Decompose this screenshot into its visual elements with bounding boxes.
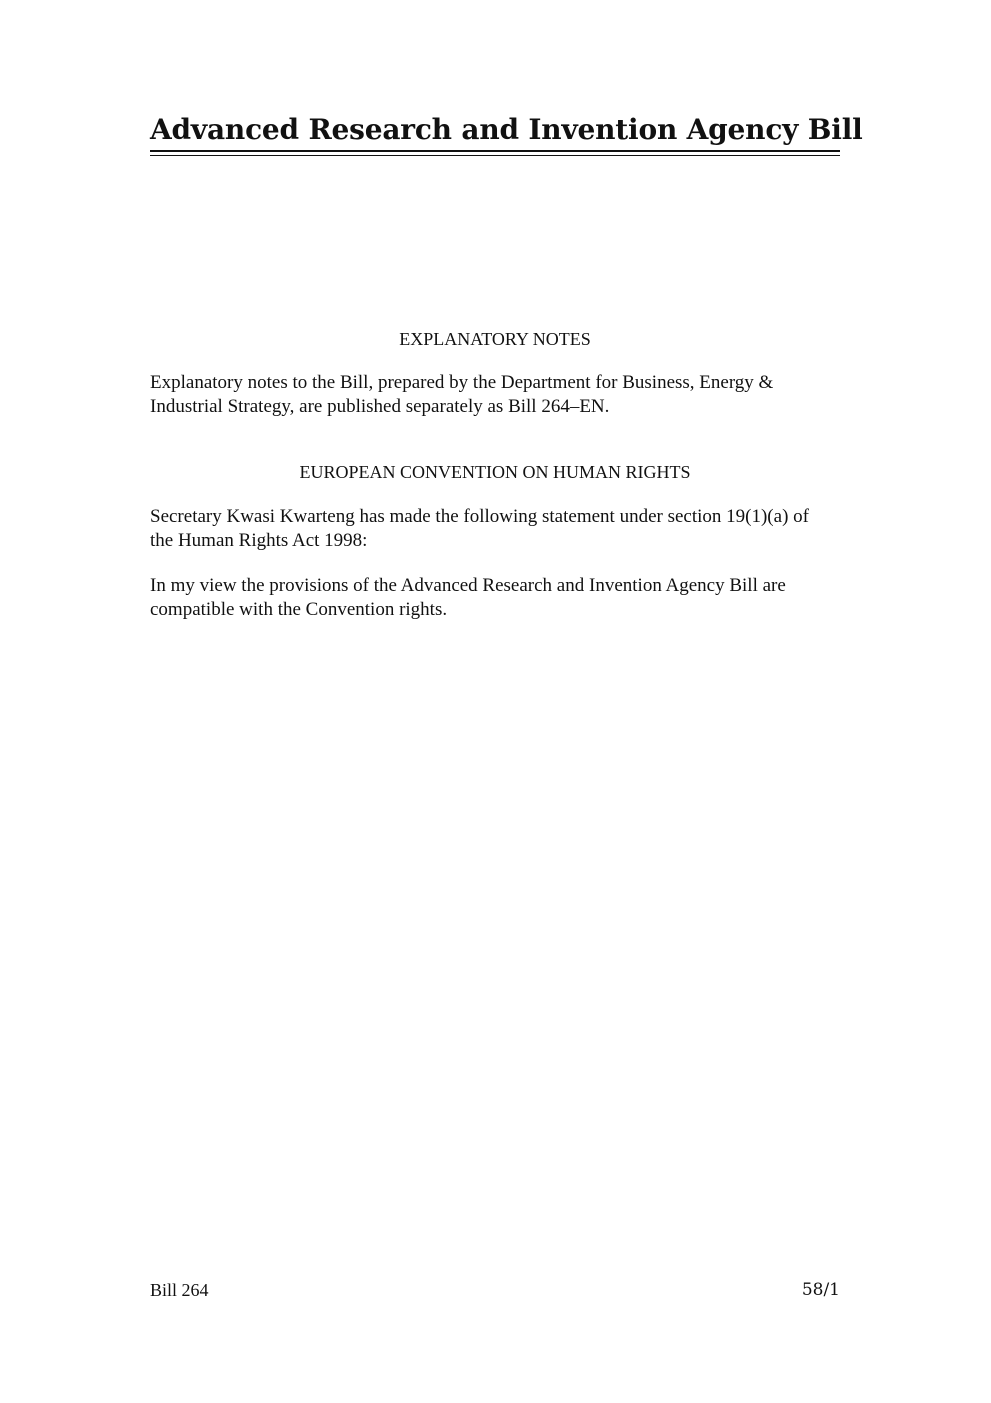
explanatory-notes-line-1: Explanatory notes to the Bill, prepared by the Department for Business, Energy & [150,372,774,393]
echr-view-line-1: In my view the provisions of the Advanced Research and Invention Agency Bill are [150,575,786,596]
explanatory-notes-line-2: Industrial Strategy, are published separately as Bill 264–EN. [150,396,610,417]
echr-view-line-2: compatible with the Convention rights. [150,599,448,620]
echr-statement-line-2: the Human Rights Act 1998: [150,530,368,551]
echr-view-paragraph [150,574,850,622]
title-double-rule [150,150,840,156]
page-title: Advanced Research and Invention Agency Bill [150,113,863,146]
echr-statement-paragraph [150,505,850,553]
explanatory-notes-heading: EXPLANATORY NOTES [399,329,591,349]
echr-statement-line-1: Secretary Kwasi Kwarteng has made the following statement under section 19(1)(a) of [150,506,809,527]
footer-bill-number: Bill 264 [150,1280,209,1300]
explanatory-notes-paragraph [150,371,850,419]
echr-heading: EUROPEAN CONVENTION ON HUMAN RIGHTS [299,462,691,482]
footer-page-ref: 58/1 [801,1280,840,1300]
